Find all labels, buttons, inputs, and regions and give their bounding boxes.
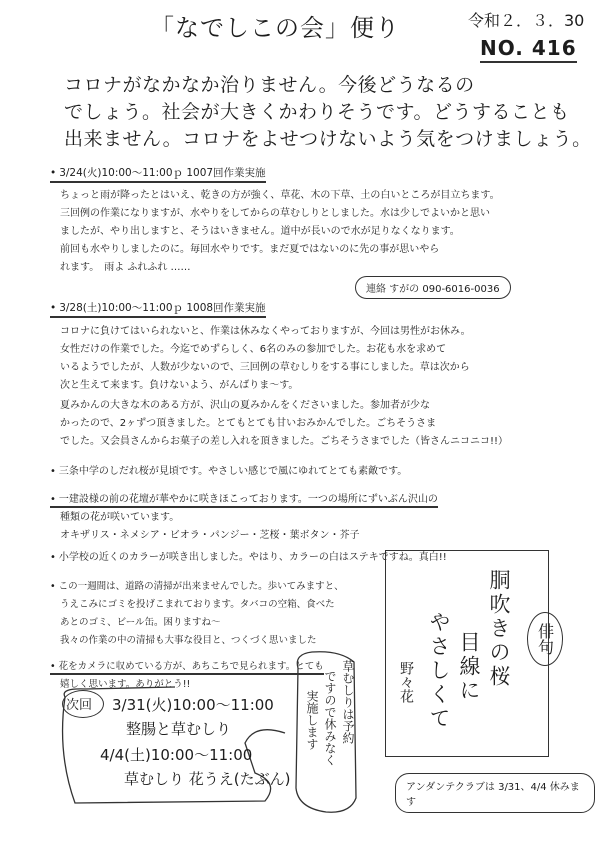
note-cleaning-line: あとのゴミ、ビール缶。困りますね〜	[60, 617, 221, 628]
note-flower-list: オキザリス・ネメシア・ビオラ・パンジー・芝桜・葉ボタン・芥子	[60, 530, 360, 541]
section1-line: 三回例の作業になりますが、水やりをしてからの草むしりとしました。水は少しでよいかと思い	[60, 208, 490, 219]
note-calla: • 小学校の近くのカラーが咲き出しました。やはり、カラーの白はステキですね。真白!!	[50, 548, 447, 563]
section2-heading: • 3/28(土)10:00〜11:00ｐ 1008回作業実施	[50, 300, 266, 318]
section1-heading: • 3/24(火)10:00〜11:00ｐ 1007回作業実施	[50, 165, 266, 183]
note-cleaning: • この一週間は、道路の清掃が出来ませんでした。歩いてみますと、	[50, 578, 344, 592]
note-flowerbed: • 一建設様の前の花壇が華やかに咲きほこっております。一つの場所にずいぶん沢山の	[50, 490, 438, 508]
intro-line-1: コロナがなかなか治りません。今後どうなるの	[64, 74, 475, 96]
section2-line: でした。又会員さんからお菓子の差し入れを頂きました。ごちそうさまでした（皆さんニコニコ!!）	[60, 436, 509, 447]
side-note-col-2: ですので休みなく	[323, 670, 337, 766]
note-sakura: • 三条中学のしだれ桜が見頃です。やさしい感じで風にゆれてとても素敵です。	[50, 462, 407, 477]
section1-line: れます。 雨よ ふれふれ ……	[60, 262, 191, 273]
issue-number: NO. 416	[480, 36, 577, 63]
haiku-author: 野々花	[398, 661, 414, 703]
section2-line: コロナに負けてはいられないと、作業は休みなくやっておりますが、今回は男性がお休み。	[60, 326, 471, 337]
section1-line: 前回も水やりしましたのに。毎回水やりです。まだ夏ではないのに先の事が思いやら	[60, 244, 440, 255]
section2-line: 夏みかんの大きな木のある方が、沢山の夏みかんをくださいました。参加者が少な	[60, 400, 430, 411]
note-camera-cont: 嬉しく思います。ありがとう!!	[60, 679, 191, 690]
haiku-line-2: 目線に	[457, 631, 481, 703]
newsletter-title: 「なでしこの会」便り	[150, 14, 400, 42]
section1-line: ちょっと雨が降ったとはいえ、乾きの方が強く、草花、木の下草、土の白いところが目立ちます。	[60, 190, 500, 201]
section2-line: 女性だけの作業でした。今迄でめずらしく、6名のみの参加でした。お花も水を求めて	[60, 344, 447, 355]
note-flowerbed-cont: 種類の花が咲いています。	[60, 512, 180, 523]
next-task-1: 整腸と草むしり	[126, 720, 232, 738]
next-date-1: 3/31(火)10:00〜11:00	[112, 696, 274, 714]
haiku-box	[385, 550, 549, 757]
andante-club-note: アンダンテクラブは 3/31、4/4 休みます	[395, 773, 595, 813]
intro-line-2: でしょう。社会が大きくかわりそうです。どうすることも	[64, 101, 570, 123]
side-note-col-3: 実施します	[305, 690, 319, 750]
haiku-line-1: 胴吹きの桜	[487, 569, 511, 689]
side-note-col-1: 草むしりは予約	[341, 660, 355, 744]
section2-line: 次と生えて来ます。負けないよう、がんばりま〜す。	[60, 380, 299, 391]
next-date-2: 4/4(土)10:00〜11:00	[100, 746, 253, 764]
haiku-marker	[527, 612, 563, 666]
section2-line: いるようでしたが、人数が少ないので、三回例の草むしりをする事にしました。草は次から	[60, 362, 470, 373]
note-camera: • 花をカメラに収めている方が、あちこちで見られます。とても	[50, 658, 324, 675]
issue-date: 令和２．３．30	[468, 11, 585, 30]
next-label: 次回	[66, 698, 93, 713]
contact-box: 連絡 すがの 090-6016-0036	[355, 276, 511, 299]
intro-line-3: 出来ません。コロナをよせつけないよう気をつけましょう。	[64, 128, 592, 150]
haiku-marker-text: 俳句	[535, 623, 555, 655]
note-cleaning-line: 我々の作業の中の清掃も大事な役目と、つくづく思いました	[60, 635, 317, 646]
haiku-line-3: やさしくて	[427, 611, 451, 731]
section1-line: ましたが、やり出しますと、そうはいきません。道中が長いので水が足りなくなります。	[60, 226, 460, 237]
section2-line: かったので、2ヶずつ頂きました。とてもとても甘いおみかんでした。ごちそうさま	[60, 418, 437, 429]
note-cleaning-line: うえこみにゴミを投げこまれております。タバコの空箱、食べた	[60, 599, 335, 610]
next-task-2: 草むしり 花うえ(たぶん)	[124, 770, 291, 788]
